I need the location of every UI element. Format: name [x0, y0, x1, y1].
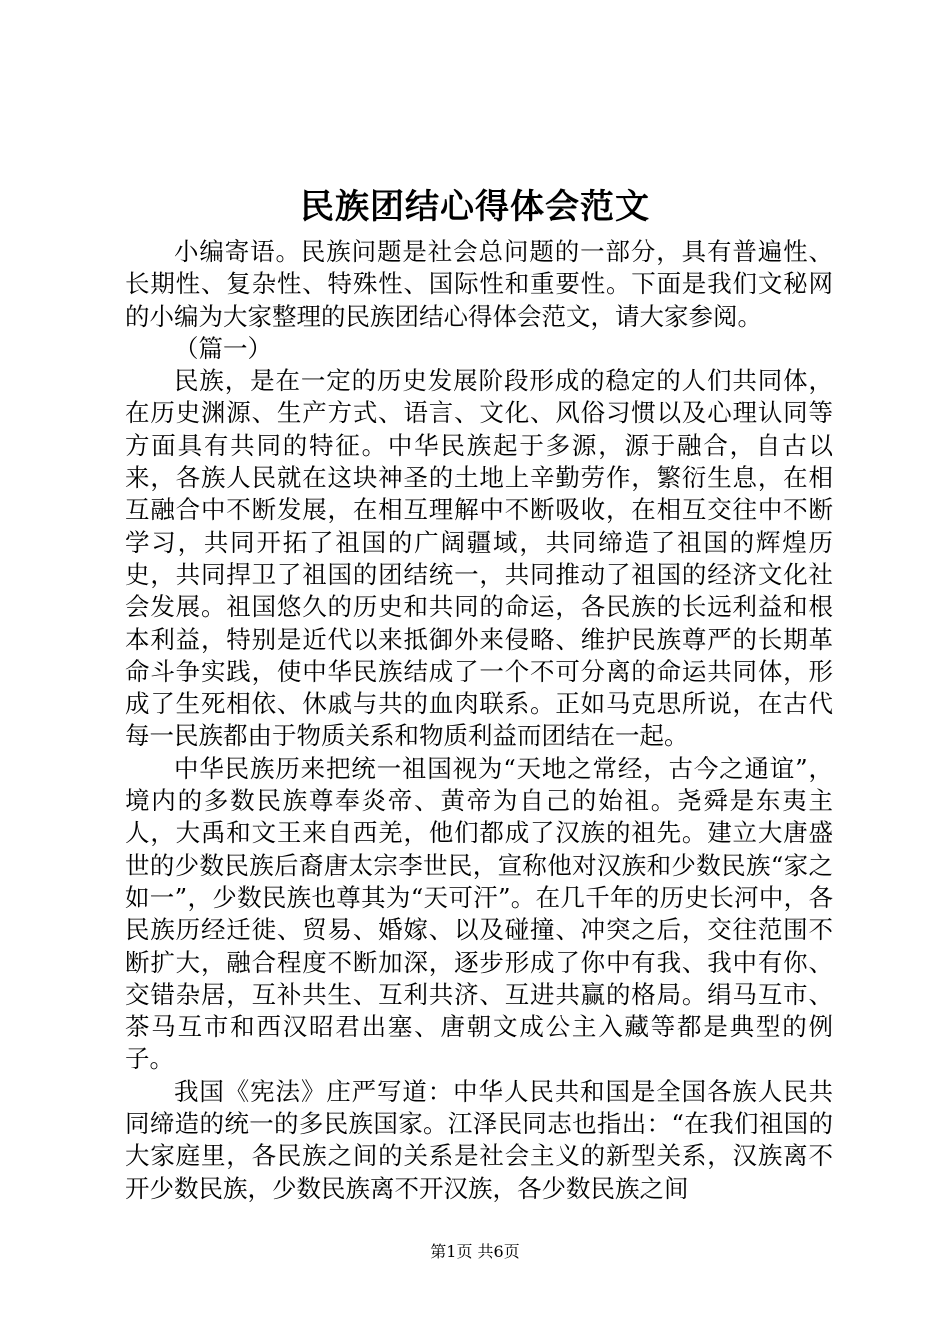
paragraph-2: 中华民族历来把统一祖国视为“天地之常经，古今之通谊”，境内的多数民族尊奉炎帝、黄帝为自己的始祖。尧舜是东夷主人，大禹和文王来自西羌，他们都成了汉族的祖先。建立大唐盛世的少数民族后裔唐太宗李世民，宣称他对汉族和少数民族“家之如一”，少数民族也尊其为“天可汗”。在几千年的历史长河中，各民族历经迁徙、贸易、婚嫁、以及碰撞、冲突之后，交往范围不断扩大，融合程度不断加深，逐步形成了你中有我、我中有你、交错杂居，互补共生、互利共济、互进共赢的格局。绢马互市、茶马互市和西汉昭君出塞、唐朝文成公主入藏等都是典型的例子。	[125, 753, 833, 1074]
paragraph-3: 我国《宪法》庄严写道：中华人民共和国是全国各族人民共同缔造的统一的多民族国家。江泽民同志也指出：“在我们祖国的大家庭里，各民族之间的关系是社会主义的新型关系，汉族离不开少数民族，少数民族离不开汉族，各少数民族之间	[125, 1076, 833, 1203]
section-heading: （篇一）	[174, 333, 272, 363]
page-footer: 第1页 共6页	[430, 1242, 520, 1261]
paragraph-intro: 小编寄语。民族问题是社会总问题的一部分，具有普遍性、长期性、复杂性、特殊性、国际性和重要性。下面是我们文秘网的小编为大家整理的民族团结心得体会范文，请大家参阅。	[125, 237, 833, 331]
paragraph-1: 民族，是在一定的历史发展阶段形成的稳定的人们共同体，在历史渊源、生产方式、语言、文化、风俗习惯以及心理认同等方面具有共同的特征。中华民族起于多源，源于融合，自古以来，各族人民就在这块神圣的土地上辛勤劳作，繁衍生息，在相互融合中不断发展，在相互理解中不断吸收，在相互交往中不断学习，共同开拓了祖国的广阔疆域，共同缔造了祖国的辉煌历史，共同捍卫了祖国的团结统一，共同推动了祖国的经济文化社会发展。祖国悠久的历史和共同的命运，各民族的长远利益和根本利益，特别是近代以来抵御外来侵略、维护民族尊严的长期革命斗争实践，使中华民族结成了一个不可分离的命运共同体，形成了生死相依、休戚与共的血肉联系。正如马克思所说，在古代每一民族都由于物质关系和物质利益而团结在一起。	[125, 366, 833, 751]
document-title: 民族团结心得体会范文	[300, 187, 650, 227]
document-body	[125, 236, 833, 1205]
